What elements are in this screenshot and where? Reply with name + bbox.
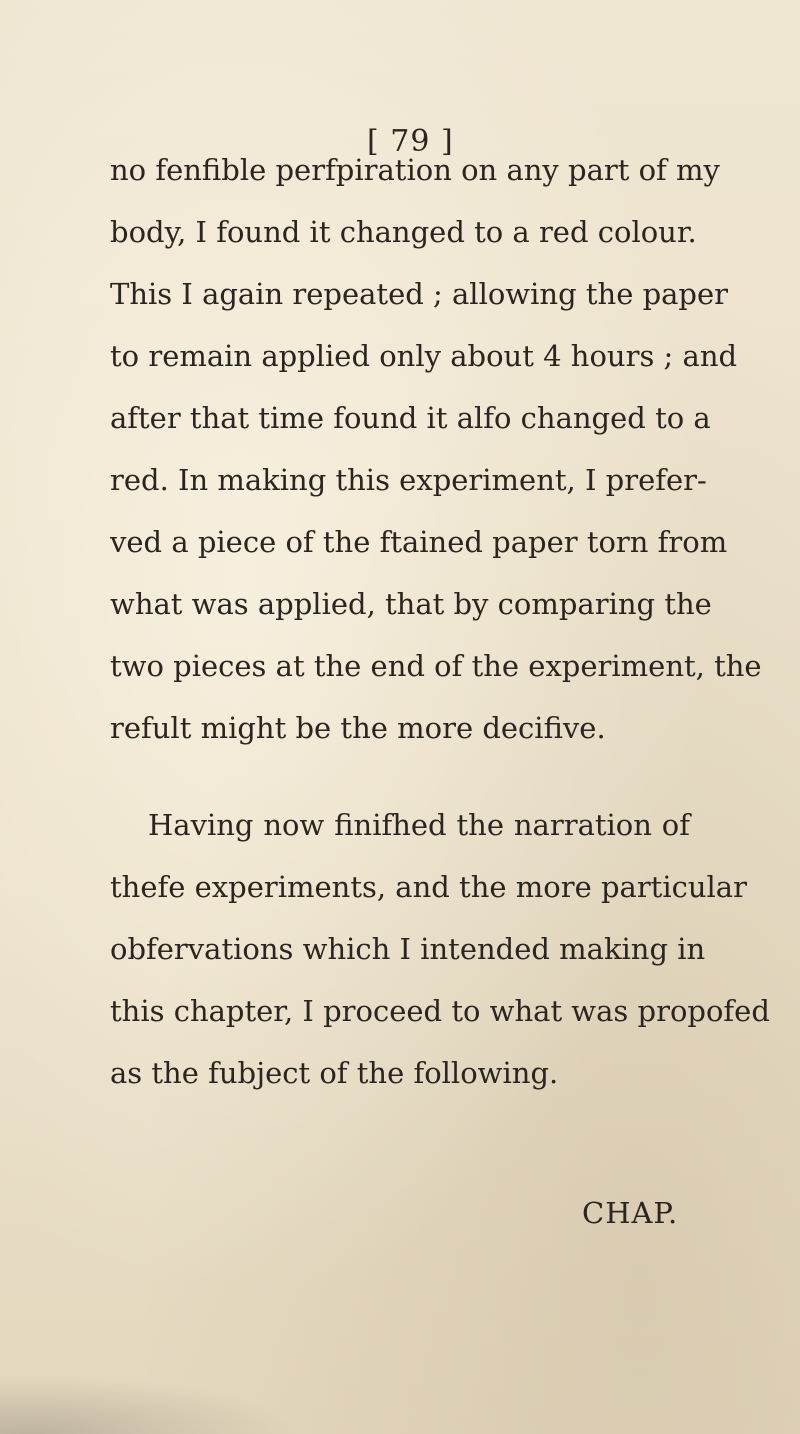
catchword: CHAP. (582, 1196, 679, 1230)
text-line: refult might be the more decifive. (110, 711, 606, 745)
text-line: what was applied, that by comparing the (110, 587, 712, 621)
page-shadow (0, 1374, 300, 1434)
text-line: two pieces at the end of the experiment, the (110, 649, 762, 683)
text-line: this chapter, I proceed to what was propofed (110, 994, 770, 1028)
page-number: [ 79 ] (367, 124, 454, 159)
text-line: This I again repeated ; allowing the paper (110, 277, 729, 311)
text-line: red. In making this experiment, I prefer- (110, 463, 707, 497)
text-line: ved a piece of the ftained paper torn from (110, 525, 728, 559)
text-line: as the fubject of the following. (110, 1056, 559, 1090)
text-line: thefe experiments, and the more particular (110, 870, 747, 904)
text-line: body, I found it changed to a red colour. (110, 215, 697, 249)
text-line: to remain applied only about 4 hours ; and (110, 339, 738, 373)
text-line: after that time found it alfo changed to a (110, 401, 711, 435)
text-line: Having now finifhed the narration of (148, 808, 690, 842)
text-line: obfervations which I intended making in (110, 932, 706, 966)
text-line: no fenfible perfpiration on any part of my (110, 153, 720, 187)
